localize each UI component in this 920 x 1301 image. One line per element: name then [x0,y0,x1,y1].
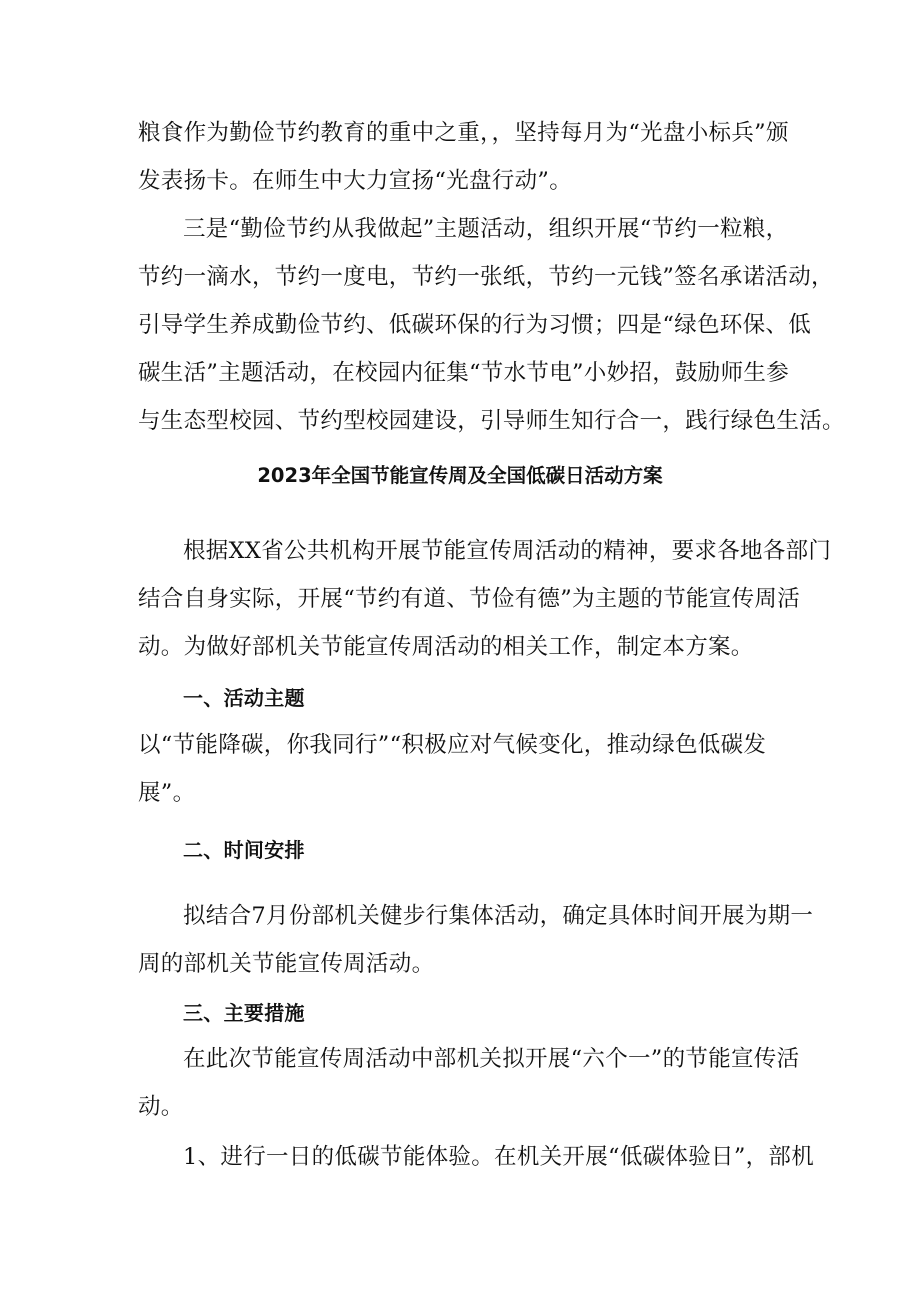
section-body-line: 周的部机关节能宣传周活动。 [138,951,435,977]
section-heading-measures: 三、主要措施 [183,1001,305,1025]
paragraph-line: 发表扬卡。在师生中大力宣扬“光盘行动”。 [138,168,573,194]
paragraph-line: 引导学生养成勤俭节约、低碳环保的行为习惯；四是“绿色环保、低 [138,312,812,338]
list-item: 1、进行一日的低碳节能体验。在机关开展“低碳体验日”，部机 [183,1144,815,1170]
paragraph-line: 碳生活”主题活动，在校园内征集“节水节电”小妙招，鼓励师生参 [138,360,790,386]
paragraph-line: 与生态型校园、节约型校园建设，引导师生知行合一，践行绿色生活。 [138,408,845,434]
paragraph-line: 粮食作为勤俭节约教育的重中之重，，坚持每月为“光盘小标兵”颁 [138,120,789,146]
intro-line: 动。为做好部机关节能宣传周活动的相关工作，制定本方案。 [138,634,754,660]
section-heading-schedule: 二、时间安排 [183,838,305,862]
document-title: 2023年全国节能宣传周及全国低碳日活动方案 [257,464,663,487]
section-body-line: 拟结合7月份部机关健步行集体活动，确定具体时间开展为期一 [183,903,814,929]
section-body-line: 以“节能降碳，你我同行”“积极应对气候变化，推动绿色低碳发 [138,732,767,758]
paragraph-line: 节约一滴水，节约一度电，节约一张纸，节约一元钱”签名承诺活动， [138,264,834,290]
section-body-line: 动。 [138,1094,184,1120]
section-body-line: 展”。 [138,780,196,806]
section-heading-theme: 一、活动主题 [183,686,305,710]
section-body-line: 在此次节能宣传周活动中部机关拟开展“六个一”的节能宣传活 [183,1046,800,1072]
paragraph-line: 三是“勤俭节约从我做起”主题活动，组织开展“节约一粒粮， [183,216,789,242]
intro-line: 根据XX省公共机构开展节能宣传周活动的精神，要求各地各部门 [183,538,832,564]
intro-line: 结合自身实际，开展“节约有道、节俭有德”为主题的节能宣传周活 [138,586,801,612]
